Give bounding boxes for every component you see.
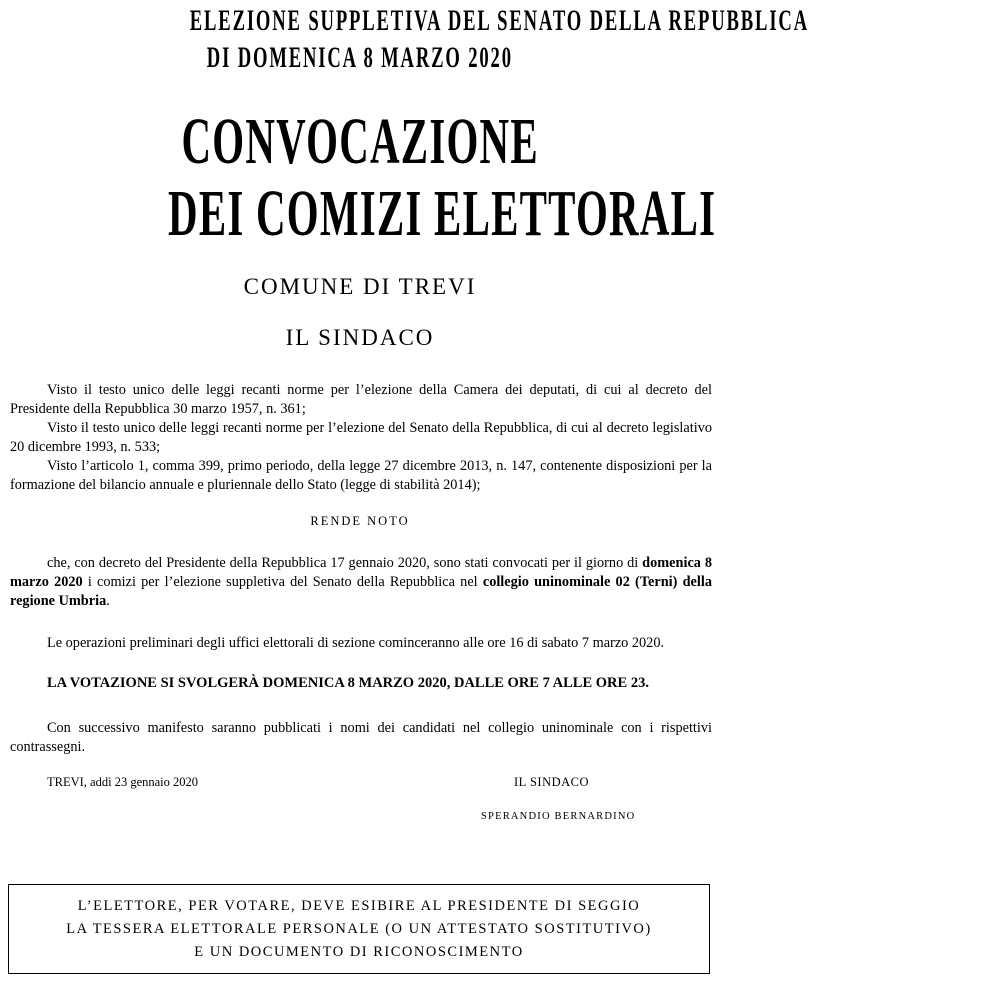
page-title-line-2 [0,176,720,252]
operazioni-paragraph [10,634,712,653]
voter-notice-line: L’ELETTORE, PER VOTARE, DEVE ESIBIRE AL PRESIDENTE DI SEGGIO [77,898,641,914]
election-date-bold: domenica 8 marzo 2020 [10,555,712,590]
voter-notice-box [8,884,710,974]
collegio-bold: collegio uninominale 02 (Terni) della regione Umbria [10,574,712,609]
header-line-1 [0,4,810,38]
header-line-1-text: ELEZIONE SUPPLETIVA DEL SENATO DELLA REPUBBLICA [189,4,810,37]
page-title-line-2-text: DEI COMIZI ELETTORALI [168,177,717,250]
signature-title: IL SINDACO [514,775,590,789]
rende-noto-heading: RENDE NOTO [310,514,410,528]
comune-heading: COMUNE DI TREVI [243,274,477,299]
successivo-text: Con successivo manifesto saranno pubblicati i nomi dei candidati nel collegio uninominale con i rispettivi contrassegni. [10,720,712,755]
sindaco-heading: IL SINDACO [285,325,435,350]
header-line-2 [0,41,720,75]
visto-paragraph: Visto il testo unico delle leggi recanti norme per l’elezione del Senato della Repubblica, di cui al decreto legislativo 20 dicembre 1993, n. 533; [10,420,712,455]
voter-notice-line: E UN DOCUMENTO DI RICONOSCIMENTO [194,944,524,960]
announcement-text [10,554,712,611]
voter-notice-line: LA TESSERA ELETTORALE PERSONALE (O UN ATTESTATO SOSTITUTIVO) [66,921,652,937]
votazione-statement: LA VOTAZIONE SI SVOLGERÀ DOMENICA 8 MARZO 2020, DALLE ORE 7 ALLE ORE 23. [47,675,649,691]
visti-section [10,381,712,495]
page-title-line-1-text: CONVOCAZIONE [181,105,539,178]
visto-paragraph: Visto l’articolo 1, comma 399, primo periodo, della legge 27 dicembre 2013, n. 147, contenente disposizioni per la formazione del bilancio annuale e pluriennale dello Stato (legge di stabilità 2014); [10,458,712,493]
announcement-part: i comizi per l’elezione suppletiva del Senato della Repubblica nel [82,574,483,590]
operazioni-text: Le operazioni preliminari degli uffici elettorali di sezione cominceranno alle ore 16 di sabato 7 marzo 2020. [47,635,665,651]
page-title-line-1 [0,104,720,180]
announcement-part: che, con decreto del Presidente della Repubblica 17 gennaio 2020, sono stati convocati per il giorno di [47,555,643,571]
place-date: TREVI, addì 23 gennaio 2020 [47,775,199,789]
signature-name: SPERANDIO BERNARDINO [481,811,636,822]
header-line-2-text: DI DOMENICA 8 MARZO 2020 [206,41,514,74]
visto-paragraph: Visto il testo unico delle leggi recanti norme per l’elezione della Camera dei deputati, di cui al decreto del Presidente della Repubblica 30 marzo 1957, n. 361; [10,382,712,417]
announcement-part: . [106,593,110,609]
announcement-paragraph [10,554,712,611]
successivo-paragraph [10,719,712,757]
